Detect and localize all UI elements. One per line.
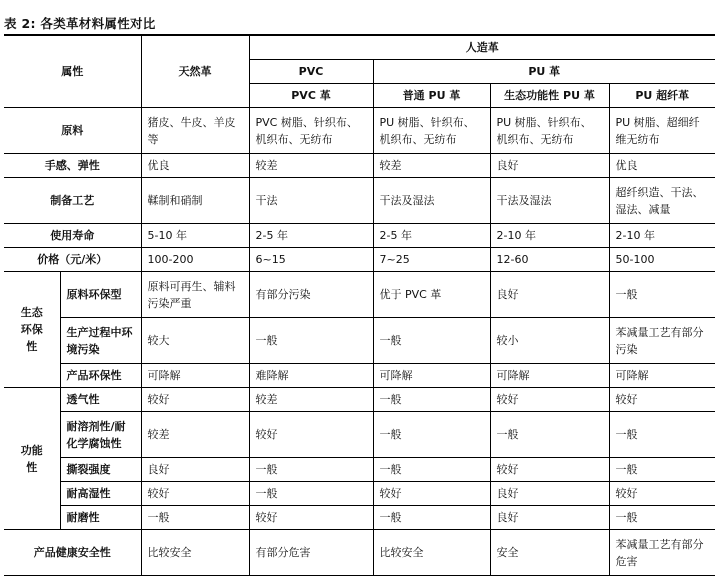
table-row: [4, 272, 715, 318]
header-pu-micro: PU 超纤革: [609, 84, 715, 108]
table-cell: 苯减量工艺有部分污染: [609, 318, 715, 364]
table-cell: 6~15: [249, 248, 373, 272]
table-cell: 较差: [373, 154, 490, 178]
table-cell: 较好: [490, 388, 609, 412]
table-cell: 较好: [609, 388, 715, 412]
table-row: [4, 458, 715, 482]
row-label: 透气性: [60, 388, 141, 412]
table-cell: 猪皮、牛皮、羊皮等: [141, 108, 249, 154]
table-cell: 可降解: [373, 364, 490, 388]
table-cell: 优良: [141, 154, 249, 178]
table-row: [4, 224, 715, 248]
table-cell: PVC 树脂、针织布、机织布、无纺布: [249, 108, 373, 154]
table-cell: 一般: [373, 412, 490, 458]
table-cell: 一般: [609, 506, 715, 530]
table-cell: 较好: [141, 482, 249, 506]
row-label: 原料: [4, 108, 141, 154]
table-cell: 较大: [141, 318, 249, 364]
table-row: [4, 364, 715, 388]
table-cell: 较好: [373, 482, 490, 506]
row-label: 价格（元/米）: [4, 248, 141, 272]
table-cell: 可降解: [490, 364, 609, 388]
header-pu-eco: 生态功能性 PU 革: [490, 84, 609, 108]
table-cell: 2-10 年: [609, 224, 715, 248]
table-cell: PU 树脂、针织布、机织布、无纺布: [490, 108, 609, 154]
table-cell: 良好: [490, 482, 609, 506]
header-attr: 属性: [4, 36, 141, 108]
table-row: [4, 530, 715, 576]
row-label: 使用寿命: [4, 224, 141, 248]
group-label-eco: 生态 环保 性: [4, 272, 60, 388]
table-cell: 有部分污染: [249, 272, 373, 318]
table-cell: 50-100: [609, 248, 715, 272]
table-cell: 优于 PVC 革: [373, 272, 490, 318]
table-cell: 一般: [373, 388, 490, 412]
header-natural: 天然革: [141, 36, 249, 108]
table-cell: 一般: [609, 412, 715, 458]
table-cell: 良好: [141, 458, 249, 482]
header-artificial: 人造革: [249, 36, 715, 60]
table-cell: 一般: [373, 458, 490, 482]
row-label: 撕裂强度: [60, 458, 141, 482]
table-cell: 有部分危害: [249, 530, 373, 576]
table-cell: 难降解: [249, 364, 373, 388]
table-row: [4, 248, 715, 272]
table-row: [4, 178, 715, 224]
table-cell: 一般: [373, 318, 490, 364]
header-row: [4, 36, 715, 60]
table-cell: 安全: [490, 530, 609, 576]
table-cell: 比较安全: [141, 530, 249, 576]
table-cell: 较小: [490, 318, 609, 364]
table-row: [4, 482, 715, 506]
table-cell: 干法: [249, 178, 373, 224]
table-cell: 2-10 年: [490, 224, 609, 248]
table-cell: 一般: [609, 458, 715, 482]
comparison-table: [4, 36, 715, 576]
table-cell: 较好: [490, 458, 609, 482]
row-label: 原料环保型: [60, 272, 141, 318]
row-label: 耐溶剂性/耐化学腐蚀性: [60, 412, 141, 458]
row-label: 手感、弹性: [4, 154, 141, 178]
table-cell: 一般: [249, 458, 373, 482]
table-cell: 一般: [249, 482, 373, 506]
table-cell: 100-200: [141, 248, 249, 272]
table-cell: PU 树脂、针织布、机织布、无纺布: [373, 108, 490, 154]
header-pvc: PVC 革: [249, 84, 373, 108]
table-cell: 可降解: [609, 364, 715, 388]
table-cell: 2-5 年: [249, 224, 373, 248]
table-cell: 干法及湿法: [373, 178, 490, 224]
table-title: 表 2: 各类革材料属性对比: [4, 16, 156, 31]
table-cell: 超纤织造、干法、湿法、减量: [609, 178, 715, 224]
table-cell: 较差: [249, 154, 373, 178]
table-cell: 比较安全: [373, 530, 490, 576]
table-cell: 一般: [249, 318, 373, 364]
table-cell: 7~25: [373, 248, 490, 272]
table-cell: 5-10 年: [141, 224, 249, 248]
table-row: [4, 108, 715, 154]
header-pvc-group: PVC: [249, 60, 373, 84]
table-cell: 优良: [609, 154, 715, 178]
table-cell: 原料可再生、辅料污染严重: [141, 272, 249, 318]
table-cell: 一般: [141, 506, 249, 530]
table-cell: 较好: [141, 388, 249, 412]
table-cell: 一般: [490, 412, 609, 458]
table-cell: 良好: [490, 154, 609, 178]
row-label: 耐磨性: [60, 506, 141, 530]
table-cell: 干法及湿法: [490, 178, 609, 224]
row-label: 耐高湿性: [60, 482, 141, 506]
table-cell: 可降解: [141, 364, 249, 388]
row-label: 生产过程中环境污染: [60, 318, 141, 364]
table-cell: 良好: [490, 272, 609, 318]
table-cell: 12-60: [490, 248, 609, 272]
group-label-func: 功能 性: [4, 388, 60, 530]
table-cell: 苯减量工艺有部分危害: [609, 530, 715, 576]
table-cell: 较好: [249, 506, 373, 530]
table-cell: 较好: [249, 412, 373, 458]
table-cell: 良好: [490, 506, 609, 530]
table-row: [4, 388, 715, 412]
header-pu-group: PU 革: [373, 60, 715, 84]
table-cell: 较好: [609, 482, 715, 506]
table-cell: 较差: [249, 388, 373, 412]
row-label: 产品环保性: [60, 364, 141, 388]
table-row: [4, 412, 715, 458]
row-label: 产品健康安全性: [4, 530, 141, 576]
table-cell: 鞣制和硝制: [141, 178, 249, 224]
table-cell: PU 树脂、超细纤维无纺布: [609, 108, 715, 154]
table-cell: 较差: [141, 412, 249, 458]
table-cell: 2-5 年: [373, 224, 490, 248]
table-row: [4, 506, 715, 530]
table-cell: 一般: [373, 506, 490, 530]
table-row: [4, 154, 715, 178]
table-cell: 一般: [609, 272, 715, 318]
table-row: [4, 318, 715, 364]
header-pu-normal: 普通 PU 革: [373, 84, 490, 108]
row-label: 制备工艺: [4, 178, 141, 224]
